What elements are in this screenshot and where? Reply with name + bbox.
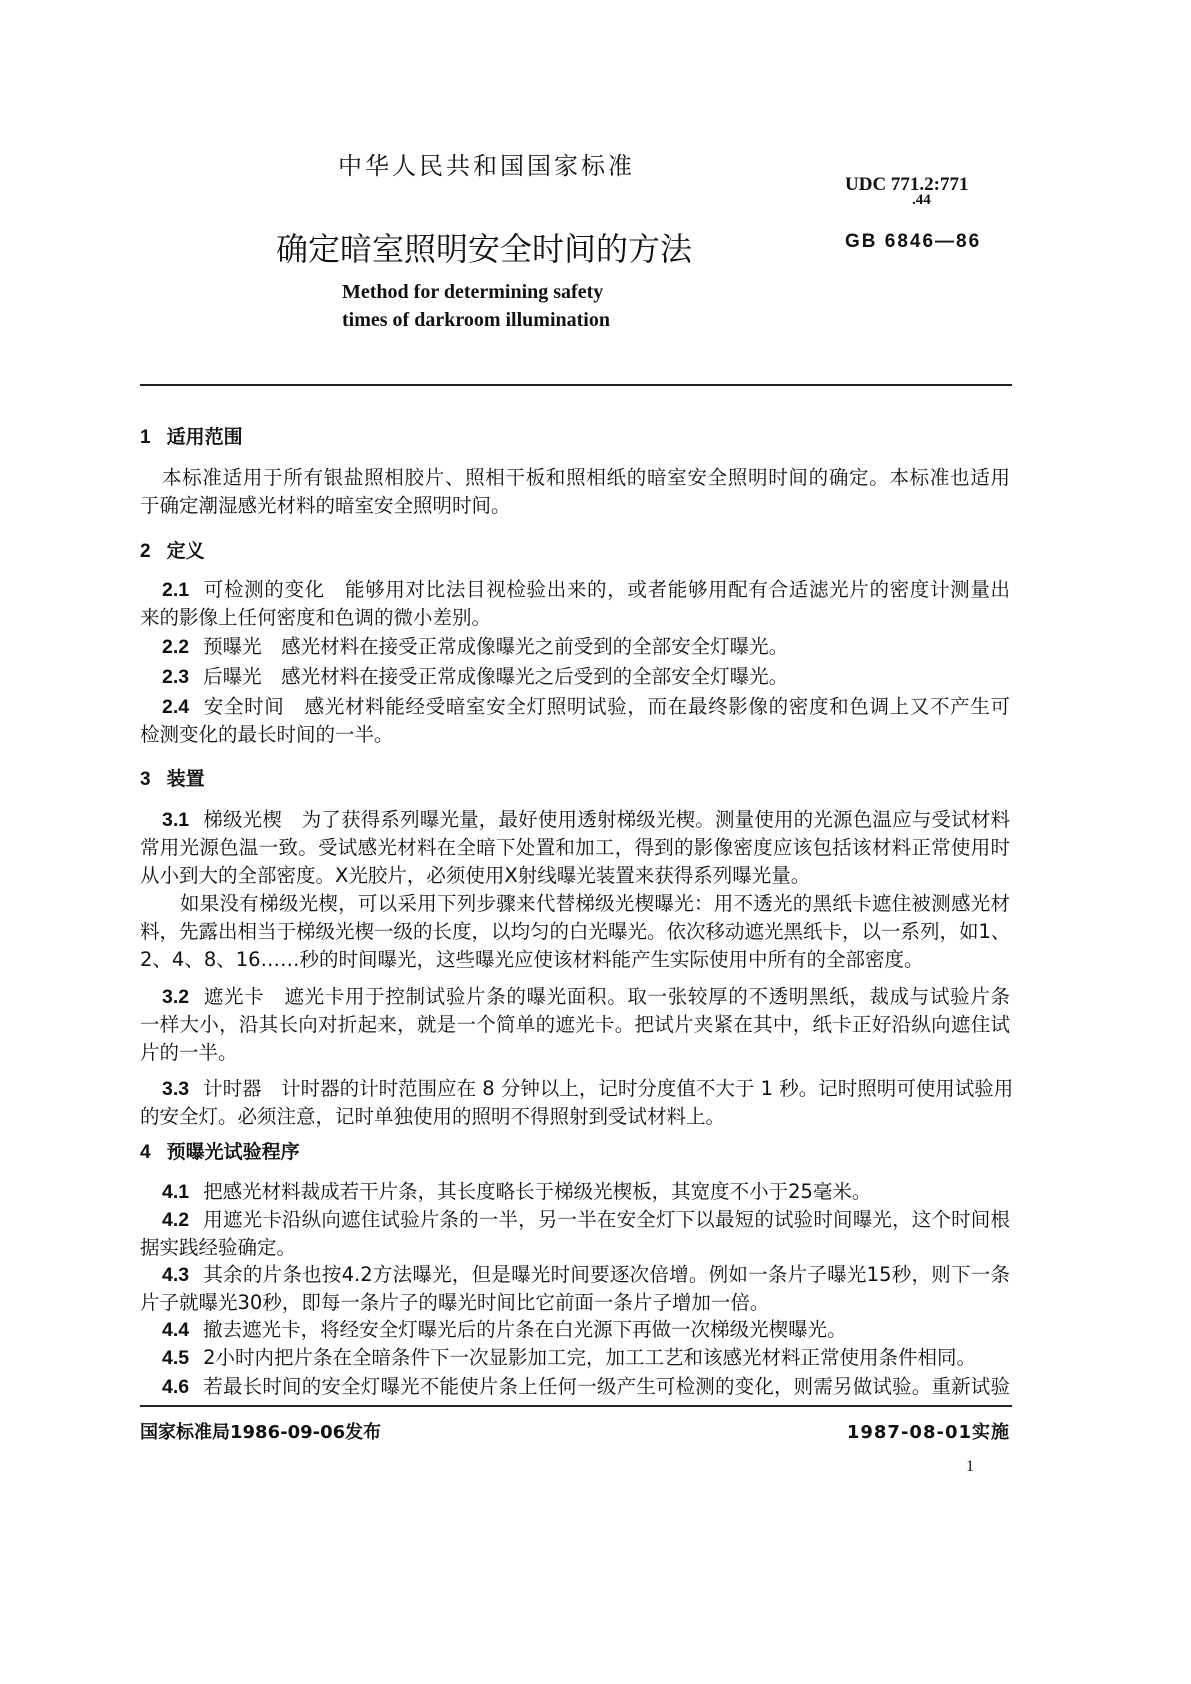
clause-text: 安全时间 感光材料能经受暗室安全灯照明试验，而在最终影像的密度和色调上又不产生可 <box>203 695 1010 718</box>
clause-4-4 <box>162 1316 1010 1344</box>
clause-number: 2.4 <box>162 696 190 718</box>
paragraph-line: 检测变化的最长时间的一半。 <box>140 723 394 746</box>
clause-number: 2.2 <box>162 636 190 658</box>
clause-number: 4.2 <box>162 1209 190 1231</box>
standard-code: GB 6846—86 <box>845 231 982 252</box>
clause-number: 4.4 <box>162 1319 190 1341</box>
clause-number: 4.6 <box>162 1376 190 1398</box>
paragraph-line: 常用光源色温一致。受试感光材料在全暗下处置和加工，得到的影像密度应该包括该材料正常使用时 <box>140 836 1010 859</box>
paragraph-line: 2、4、8、16……秒的时间曝光，这些曝光应使该材料能产生实际使用中所有的全部密度。 <box>140 948 924 971</box>
section-1-heading <box>140 423 243 452</box>
paragraph-line: 本标准适用于所有银盐照相胶片、照相干板和照相纸的暗室安全照明时间的确定。本标准也适用 <box>162 466 1010 489</box>
clause-3-2 <box>162 983 1010 1011</box>
clause-3-1 <box>162 806 1010 834</box>
section-number: 1 <box>140 427 151 448</box>
clause-text: 撤去遮光卡，将经安全灯曝光后的片条在白光源下再做一次梯级光楔曝光。 <box>203 1318 847 1341</box>
issue-date: 国家标准局1986-09-06发布 <box>140 1422 382 1443</box>
clause-2-4 <box>162 693 1010 721</box>
effective-date: 1987-08-01实施 <box>846 1422 1010 1443</box>
clause-text: 若最长时间的安全灯曝光不能使片条上任何一级产生可检测的变化，则需另做试验。重新试验 <box>203 1375 1010 1398</box>
clause-number: 3.1 <box>162 809 190 831</box>
clause-4-1 <box>162 1178 1010 1206</box>
clause-number: 4.1 <box>162 1181 190 1203</box>
document-title: 确定暗室照明安全时间的方法 <box>276 230 693 268</box>
section-4-heading <box>140 1138 300 1167</box>
english-title-line-1: Method for determining safety <box>342 281 604 303</box>
section-number: 2 <box>140 541 151 562</box>
paragraph-line: 如果没有梯级光楔，可以采用下列步骤来代替梯级光楔曝光：用不透光的黑纸卡遮住被测感光材 <box>180 892 1010 915</box>
clause-text: 其余的片条也按4.2方法曝光，但是曝光时间要逐次倍增。例如一条片子曝光15秒，则下一条 <box>203 1263 1010 1286</box>
paragraph-line: 料，先露出相当于梯级光楔一级的长度，以均匀的白光曝光。依次移动遮光黑纸卡，以一系列，如1、 <box>140 920 1011 943</box>
section-title: 定义 <box>166 540 205 562</box>
clause-2-2 <box>162 633 1010 661</box>
clause-text: 可检测的变化 能够用对比法目视检验出来的，或者能够用配有合适滤光片的密度计测量出 <box>203 578 1010 601</box>
paragraph-line: 一样大小，沿其长向对折起来，就是一个简单的遮光卡。把试片夹紧在其中，纸卡正好沿纵向遮住试 <box>140 1013 1010 1036</box>
country-standard-heading: 中华人民共和国国家标准 <box>338 152 635 180</box>
section-title: 预曝光试验程序 <box>166 1141 300 1163</box>
clause-text: 梯级光楔 为了获得系列曝光量，最好使用透射梯级光楔。测量使用的光源色温应与受试材料 <box>203 808 1010 831</box>
section-title: 装置 <box>166 768 205 790</box>
clause-text: 把感光材料裁成若干片条，其长度略长于梯级光楔板，其宽度不小于25毫米。 <box>203 1180 872 1203</box>
clause-2-3 <box>162 663 1010 691</box>
clause-text: 用遮光卡沿纵向遮住试验片条的一半，另一半在安全灯下以最短的试验时间曝光，这个时间根 <box>203 1208 1010 1231</box>
paragraph-line: 于确定潮湿感光材料的暗室安全照明时间。 <box>140 494 511 517</box>
clause-3-3 <box>162 1075 1014 1103</box>
section-number: 4 <box>140 1142 151 1163</box>
clause-text: 预曝光 感光材料在接受正常成像曝光之前受到的全部安全灯曝光。 <box>203 635 789 658</box>
clause-2-1 <box>162 576 1010 604</box>
section-title: 适用范围 <box>166 426 243 448</box>
section-3-heading <box>140 765 205 794</box>
paragraph-line: 从小到大的全部密度。X光胶片，必须使用X射线曝光装置来获得系列曝光量。 <box>140 864 811 887</box>
paragraph-line: 片的一半。 <box>140 1041 238 1064</box>
udc-sub-code: .44 <box>912 192 931 208</box>
clause-number: 2.3 <box>162 666 190 688</box>
header-divider <box>140 384 1012 386</box>
clause-text: 2小时内把片条在全暗条件下一次显影加工完，加工工艺和该感光材料正常使用条件相同。 <box>203 1346 977 1369</box>
section-number: 3 <box>140 769 151 790</box>
section-2-heading <box>140 537 205 566</box>
clause-text: 计时器 计时器的计时范围应在 8 分钟以上，记时分度值不大于 1 秒。记时照明可使用试验用 <box>203 1077 1014 1100</box>
clause-number: 4.3 <box>162 1264 190 1286</box>
clause-number: 3.2 <box>162 986 190 1008</box>
clause-text: 后曝光 感光材料在接受正常成像曝光之后受到的全部安全灯曝光。 <box>203 665 789 688</box>
udc-code: UDC 771.2:771 <box>845 174 969 195</box>
paragraph-line: 据实践经验确定。 <box>140 1236 297 1259</box>
paragraph-line: 来的影像上任何密度和色调的微小差别。 <box>140 606 492 629</box>
clause-text: 遮光卡 遮光卡用于控制试验片条的曝光面积。取一张较厚的不透明黑纸，裁成与试验片条 <box>203 985 1010 1008</box>
clause-number: 3.3 <box>162 1078 190 1100</box>
clause-4-6 <box>162 1373 1010 1401</box>
paragraph-line: 的安全灯。必须注意，记时单独使用的照明不得照射到受试材料上。 <box>140 1105 726 1128</box>
english-title-line-2: times of darkroom illumination <box>342 309 610 331</box>
paragraph-line: 片子就曝光30秒，即每一条片子的曝光时间比它前面一条片子增加一倍。 <box>140 1291 770 1314</box>
clause-4-2 <box>162 1206 1010 1234</box>
clause-number: 4.5 <box>162 1347 190 1369</box>
clause-4-3 <box>162 1261 1010 1289</box>
footer-divider <box>140 1405 1012 1407</box>
clause-4-5 <box>162 1344 1010 1372</box>
clause-number: 2.1 <box>162 579 190 601</box>
page-number: 1 <box>966 1458 974 1475</box>
